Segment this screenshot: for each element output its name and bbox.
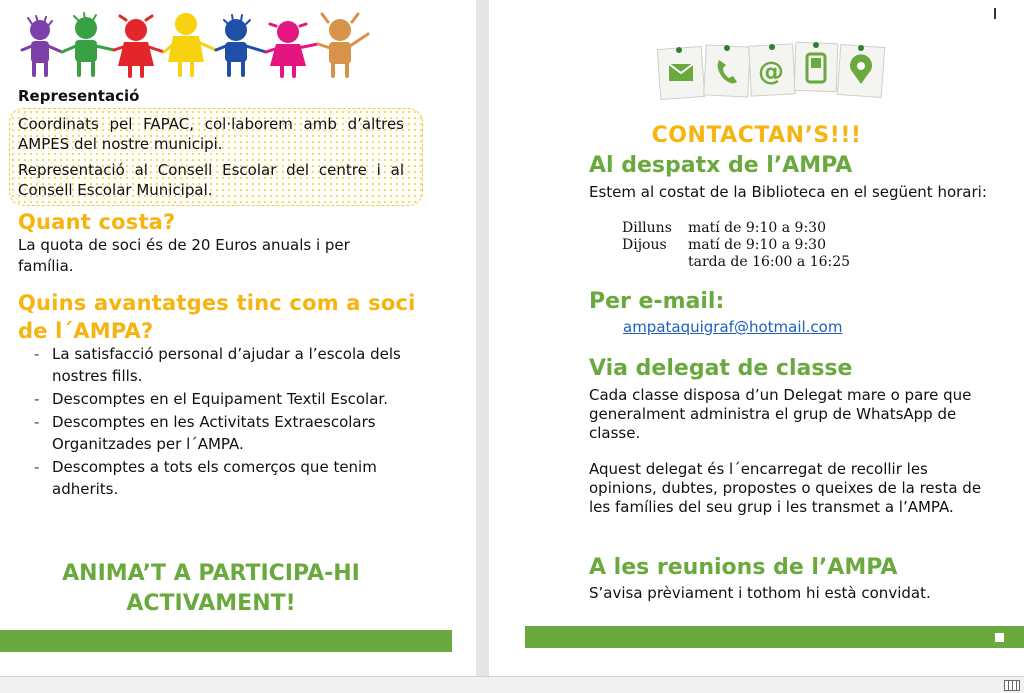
list-item-text: Descomptes en les Activitats Extraescolars Organitzades per l´AMPA.: [52, 413, 376, 453]
representacio-paragraph-1: Coordinats pel FAPAC, col·laborem amb d’altres AMPES del nostre municipi.: [18, 115, 404, 153]
footer-bar-left: [0, 630, 452, 652]
page-right: [489, 0, 1024, 676]
envelope-icon: [657, 47, 704, 100]
schedule-row: [622, 254, 850, 271]
schedule-row: [622, 220, 850, 237]
list-item-text: Descomptes a tots els comerços que tenim adherits.: [52, 458, 377, 498]
at-icon: [749, 44, 796, 96]
children-illustration: [18, 8, 380, 82]
svg-text:@: @: [758, 57, 784, 87]
status-bar: [0, 676, 1024, 693]
contact-title: CONTACTAN’S!!!: [651, 123, 862, 148]
contact-icons-illustration: [657, 40, 887, 106]
bar-square-marker: [995, 633, 1004, 642]
avantatges-heading: Quins avantatges tinc com a soci de l´AMPA?: [18, 291, 416, 343]
dash-bullet-icon: -: [34, 345, 40, 363]
schedule-time: tarda de 16:00 a 16:25: [688, 254, 851, 270]
delegat-paragraph-1: Cada classe disposa d’un Delegat mare o pare que generalment administra el grup de WhatsApp de classe.: [589, 386, 972, 442]
footer-bar-right: [525, 626, 1024, 648]
despatx-heading: Al despatx de l’AMPA: [589, 153, 853, 178]
quota-heading: Quant costa?: [18, 210, 176, 234]
schedule-row: [622, 237, 850, 254]
corner-mark: [994, 8, 996, 19]
view-layout-icon[interactable]: [1004, 680, 1020, 691]
list-item: [34, 411, 424, 455]
list-item: [34, 343, 424, 387]
schedule-day: Dijous: [622, 237, 667, 253]
list-item: [34, 456, 424, 500]
phone-icon: [704, 45, 751, 97]
delegat-heading: Via delegat de classe: [589, 356, 853, 381]
representacio-heading: Representació: [18, 87, 140, 105]
email-link[interactable]: ampataquigraf@hotmail.com: [623, 318, 843, 336]
despatx-text: Estem al costat de la Biblioteca en el següent horari:: [589, 183, 987, 201]
reunions-text: S’avisa prèviament i tothom hi està convidat.: [589, 584, 931, 602]
dash-bullet-icon: -: [34, 390, 40, 408]
page-left: [0, 0, 476, 676]
list-item-text: La satisfacció personal d’ajudar a l’escola dels nostres fills.: [52, 345, 401, 385]
list-item: [34, 388, 424, 410]
schedule-time: matí de 9:10 a 9:30: [688, 237, 826, 253]
representacio-paragraph-2: Representació al Consell Escolar del centre i al Consell Escolar Municipal.: [18, 161, 404, 199]
list-item-text: Descomptes en el Equipament Textil Escolar.: [52, 390, 388, 408]
avantatges-list: [34, 343, 424, 501]
delegat-paragraph-2: Aquest delegat és l´encarregat de recollir les opinions, dubtes, propostes o queixes de la resta de les famílies del seu grup i les transmet a l’AMPA.: [589, 460, 982, 516]
quota-text: La quota de soci és de 20 Euros anuals i per família.: [18, 236, 350, 275]
dash-bullet-icon: -: [34, 413, 40, 431]
mobile-icon: [794, 42, 838, 92]
email-heading: Per e-mail:: [589, 289, 725, 314]
schedule-day: [622, 254, 688, 271]
reunions-heading: A les reunions de l’AMPA: [589, 555, 898, 580]
schedule-time: matí de 9:10 a 9:30: [688, 220, 826, 236]
schedule-day: Dilluns: [622, 220, 672, 236]
location-pin-icon: [837, 45, 884, 98]
dash-bullet-icon: -: [34, 458, 40, 476]
schedule: [622, 220, 850, 271]
anima-slogan: ANIMA’T A PARTICIPA-HI ACTIVAMENT!: [62, 561, 360, 616]
